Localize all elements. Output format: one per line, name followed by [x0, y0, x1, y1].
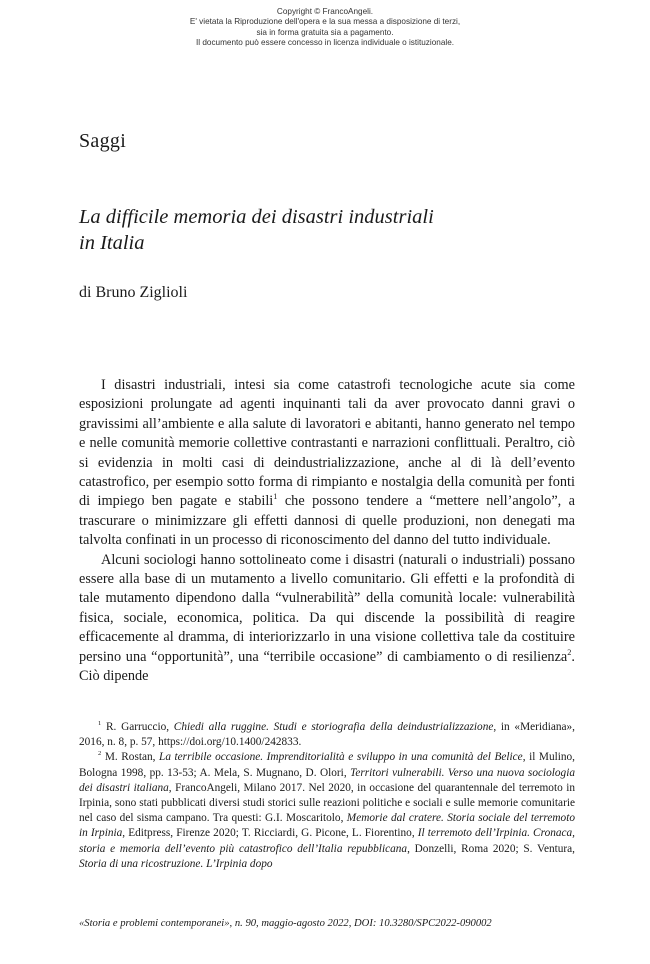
body-text: Alcuni sociologi hanno sottolineato come i disastri (naturali o industriali) possano essere alla base di un mutamento a livello comunitario. Gli effetti e la profondità di tale mutamento dipendono dalla “vulnerabilità” della comunità locale: vulnerabilità fisica, sociale, economica, politica. Da qui discende la possibilità di reagire efficacemente al dramma, di interiorizzarlo in una visione collettiva tale da costituire persino una “opportunità”, una “terribile occasione” di cambiamento o di resilienza — [79, 551, 575, 665]
journal-citation-footer: «Storia e problemi contemporanei», n. 90, maggio-agosto 2022, DOI: 10.3280/SPC2022-090002 — [79, 918, 492, 929]
footnote-text: M. Rostan, — [101, 751, 160, 764]
body-text: I disastri industriali, intesi sia come catastrofi tecnologiche acute sia come esposizioni prolungate ad agenti inquinanti tali da aver provocato danni gravi o gravissimi all’ambiente e alla salute di lavoratori e abitanti, hanno generato nel tempo e nelle comunità memorie collettive contrastanti e narrazioni conflittuali. Peraltro, ciò si evidenzia in molti casi di deindustrializzazione, anche al di là dell’evento catastrofico, per esempio sotto forma di rimpianto e nostalgia della comunità per fonti di impiego ben pagate e stabili — [79, 377, 575, 510]
footnote-ref-2[interactable]: 2 — [567, 647, 572, 657]
cited-title: Storia di una ricostruzione. L’Irpinia dopo — [79, 857, 273, 870]
body-paragraph-1 — [79, 376, 575, 551]
footnote-text: , Donzelli, Roma 2020; S. Ventura, — [407, 842, 576, 855]
footnote-ref-1[interactable]: 1 — [273, 492, 278, 502]
footnotes — [79, 720, 575, 872]
cited-title: Memorie dal cratere. Storia sociale del terremoto in Irpinia — [79, 812, 575, 840]
footnote-text: , il Mulino, Bologna 1998, pp. 13-53; A. Mela, S. Mugnano, D. Olori, — [79, 751, 575, 779]
article-title — [79, 204, 579, 256]
body-text: . Ciò dipende — [79, 648, 575, 685]
copyright-line: Copyright © FrancoAngeli. — [276, 7, 374, 16]
footnote-number: 1 — [98, 720, 102, 728]
body-text: che possono tendere a “mettere nell’angolo”, a trascurare o minimizzare gli effetti dannosi di quelle produzioni, non denegati ma talvolta confinati in un processo di riconoscimento del danno del tutto individuale. — [79, 493, 575, 549]
cited-title: La terribile occasione. Imprenditorialità e sviluppo in una comunità del Belice — [159, 751, 523, 764]
section-heading: Saggi — [79, 130, 127, 152]
footnote-text: , in «Meridiana», 2016, n. 8, p. 57, https://doi.org/10.1400/242833. — [79, 721, 575, 749]
cited-title: Chiedi alla ruggine. Studi e storiografia della deindustrializzazione — [173, 721, 494, 733]
footnote-2 — [79, 750, 575, 872]
footnote-1 — [79, 720, 575, 750]
footnote-text: , FrancoAngeli, Milano 2017. Nel 2020, in occasione del quarantennale del terremoto in Irpinia, sono stati pubblicati diversi studi storici sulle reazioni politiche e sociali e sulle memorie comunitarie nel caso del sisma campano. Tra questi: G.I. Moscaritolo, — [79, 781, 575, 825]
footnote-number: 2 — [98, 750, 102, 758]
copyright-line: sia in forma gratuita sia a pagamento. — [256, 27, 394, 37]
footnote-text: , Editpress, Firenze 2020; T. Ricciardi, G. Picone, L. Fiorentino, — [122, 827, 418, 840]
footnote-text: R. Garruccio, — [101, 721, 174, 733]
copyright-line: Il documento può essere concesso in licenza individuale o istituzionale. — [195, 37, 455, 47]
body-paragraph-2 — [79, 551, 575, 687]
article-title-line-1: La difficile memoria dei disastri industriali — [79, 206, 434, 228]
copyright-line: E' vietata la Riproduzione dell'opera e la sua messa a disposizione di terzi, — [189, 17, 461, 27]
article-body — [79, 376, 575, 687]
cited-title: Il terremoto dell’Irpinia. Cronaca, storia e memoria dell’evento più catastrofico dell’Italia repubblicana — [79, 827, 575, 855]
article-title-line-2: in Italia — [79, 232, 145, 254]
copyright-notice — [0, 7, 650, 48]
cited-title: Territori vulnerabili. Verso una nuova sociologia dei disastri italiana — [79, 766, 575, 794]
article-author: di Bruno Ziglioli — [79, 284, 188, 301]
